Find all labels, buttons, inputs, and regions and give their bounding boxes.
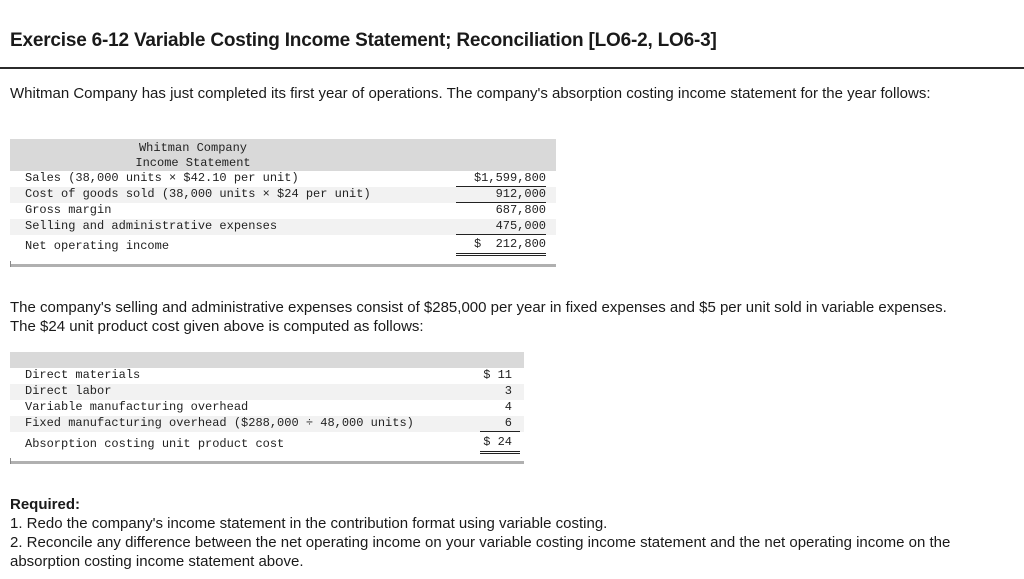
table-bottom-bar [10,264,556,267]
table-row [10,203,556,219]
row-amount: 3 [504,384,512,398]
double-underline-top [456,253,546,254]
unit-cost-header [10,352,524,368]
unit-cost-table [10,352,524,468]
double-underline-top [480,451,520,452]
table-row [10,416,524,432]
row-amount: $ 11 [483,368,512,382]
income-statement-header [10,139,556,171]
underline [456,234,546,235]
row-amount: $ 24 [483,435,512,449]
double-underline-bottom [456,255,546,256]
required-item-2: 2. Reconcile any difference between the net operating income on your variable costing income statement and the net operating income on the absorption costing income statement above. [10,534,951,570]
row-amount: $1,599,800 [473,171,546,185]
double-underline-bottom [480,453,520,454]
statement-heading: Income Statement [135,156,251,170]
intro-paragraph: Whitman Company has just completed its first year of operations. The company's absorption costing income statement for the year follows: [10,85,931,102]
middle-paragraph: The company's selling and administrative expenses consist of $285,000 per year in fixed expenses and $5 per unit sold in variable expenses. The $24 unit product cost given above is computed as follows: [10,299,947,335]
row-label: Fixed manufacturing overhead ($288,000 ÷ 48,000 units) [25,416,414,430]
row-amount: 6 [504,416,512,430]
row-amount: 687,800 [495,203,546,217]
table-row [10,368,524,384]
required-item-1: 1. Redo the company's income statement in the contribution format using variable costing. [10,515,608,532]
title-divider [0,67,1024,69]
row-label: Variable manufacturing overhead [25,400,249,414]
table-row [10,187,556,203]
required-heading: Required: [10,496,81,513]
table-row [10,237,556,257]
underline [480,431,520,432]
exercise-title: Exercise 6-12 Variable Costing Income Statement; Reconciliation [LO6-2, LO6-3] [10,30,717,51]
row-amount: $ 212,800 [473,237,546,251]
income-statement-table [10,139,556,263]
row-label: Selling and administrative expenses [25,219,278,233]
table-row [10,434,524,454]
row-label: Cost of goods sold (38,000 units × $24 per unit) [25,187,371,201]
company-name: Whitman Company [138,141,248,155]
table-row [10,400,524,416]
row-amount: 4 [504,400,512,414]
row-label: Direct materials [25,368,141,382]
row-label: Sales (38,000 units × $42.10 per unit) [25,171,299,185]
row-label: Gross margin [25,203,112,217]
required-section [10,495,960,571]
row-amount: 475,000 [495,219,546,233]
row-amount: 912,000 [495,187,546,201]
table-row [10,219,556,235]
row-label: Absorption costing unit product cost [25,437,285,451]
row-label: Net operating income [25,239,170,253]
table-row [10,384,524,400]
table-row [10,171,556,187]
table-bottom-bar [10,461,524,464]
row-label: Direct labor [25,384,112,398]
